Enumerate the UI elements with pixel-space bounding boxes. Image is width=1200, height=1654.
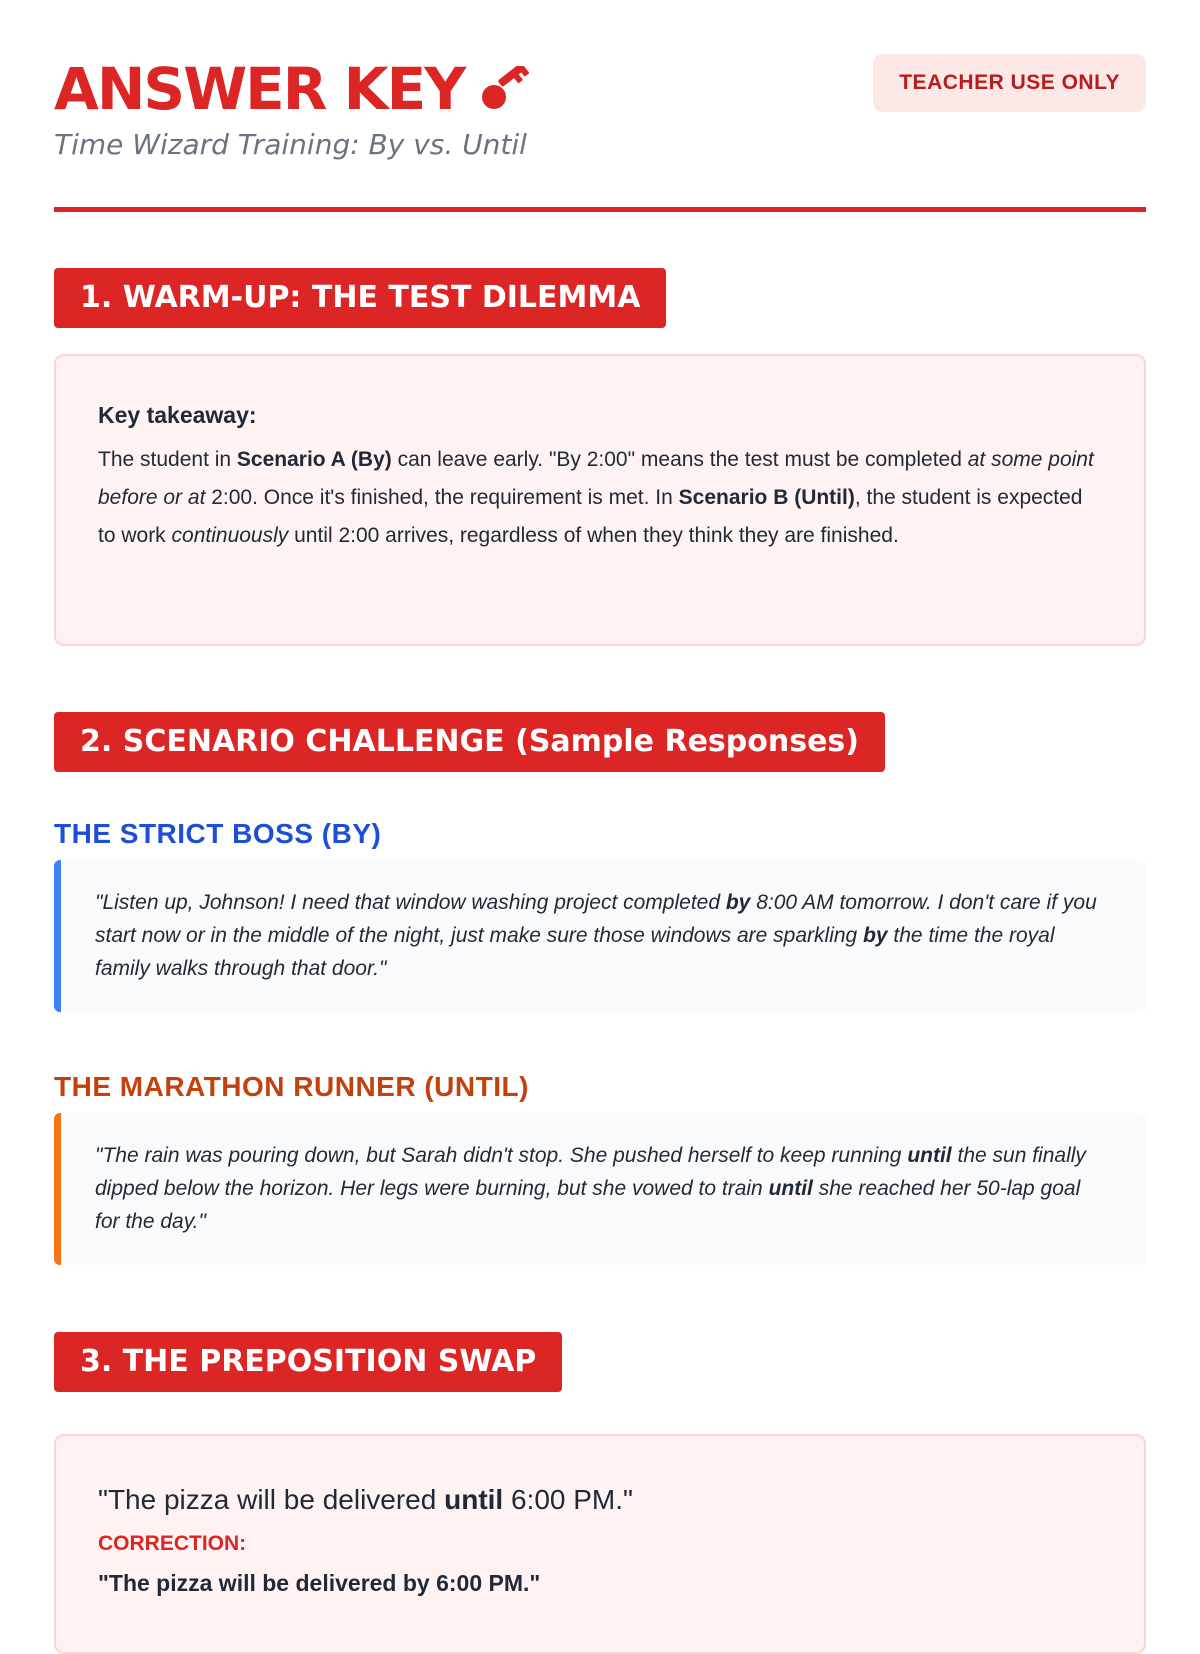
swap-sentence-part: "The pizza will be delivered (98, 1484, 445, 1515)
quote-text: "The rain was pouring down, but Sarah didn't stop. She pushed herself to keep running (95, 1144, 908, 1167)
keyword-by: by (863, 924, 888, 947)
takeaway-text-part: 2:00. Once it's finished, the requirement is met. In (205, 486, 679, 509)
marathon-runner-heading: THE MARATHON RUNNER (UNTIL) (54, 1071, 529, 1102)
takeaway-text-part: until 2:00 arrives, regardless of when they think they are finished. (288, 524, 899, 547)
incorrect-preposition: until (444, 1484, 504, 1515)
takeaway-text-part: The student in (98, 448, 237, 471)
strict-boss-heading: THE STRICT BOSS (BY) (54, 818, 382, 849)
header-divider (54, 207, 1146, 212)
key-icon (480, 66, 532, 112)
scenario-b-term: Scenario B (Until) (678, 486, 855, 509)
strict-boss-quote (54, 860, 1146, 1012)
takeaway-label: Key takeaway: (98, 402, 257, 428)
swap-sentence-part: 6:00 PM." (503, 1484, 633, 1515)
keyword-by: by (725, 891, 751, 914)
marathon-runner-quote (54, 1113, 1146, 1265)
swap-sentence (98, 1484, 1102, 1516)
takeaway-text (98, 441, 1102, 555)
emphasis-text: continuously (171, 524, 289, 547)
swap-box (54, 1434, 1146, 1654)
page-subtitle: Time Wizard Training: By vs. Until (54, 128, 527, 161)
section-1-heading: 1. WARM-UP: THE TEST DILEMMA (54, 268, 666, 328)
teacher-badge: TEACHER USE ONLY (873, 54, 1146, 112)
section-3-heading: 3. THE PREPOSITION SWAP (54, 1332, 562, 1392)
quote-text: the time the royal family walks through that door." (95, 924, 1055, 980)
correction-answer: "The pizza will be delivered by 6:00 PM." (98, 1570, 541, 1596)
quote-text: "Listen up, Johnson! I need that window washing project completed (95, 891, 726, 914)
quote-text: 8:00 AM tomorrow. I don't care if you start now or in the middle of the night, just make sure those windows are sparkling (95, 891, 1097, 947)
takeaway-text-part: , the student is expected to work (98, 486, 1083, 547)
takeaway-box (54, 354, 1146, 646)
keyword-until: until (907, 1144, 952, 1167)
emphasis-text: at some point before or at (98, 448, 1094, 509)
correction-label: CORRECTION: (98, 1532, 247, 1555)
scenario-a-term: Scenario A (By) (236, 448, 392, 471)
takeaway-text-part: can leave early. "By 2:00" means the test must be completed (391, 448, 968, 471)
section-2-heading: 2. SCENARIO CHALLENGE (Sample Responses) (54, 712, 885, 772)
page-header (54, 55, 1146, 188)
page-title: ANSWER KEY (54, 55, 465, 123)
keyword-until: until (768, 1177, 813, 1200)
quote-text: the sun finally dipped below the horizon. Her legs were burning, but she vowed to train (95, 1144, 1086, 1200)
quote-text: she reached her 50-lap goal for the day." (95, 1177, 1081, 1233)
